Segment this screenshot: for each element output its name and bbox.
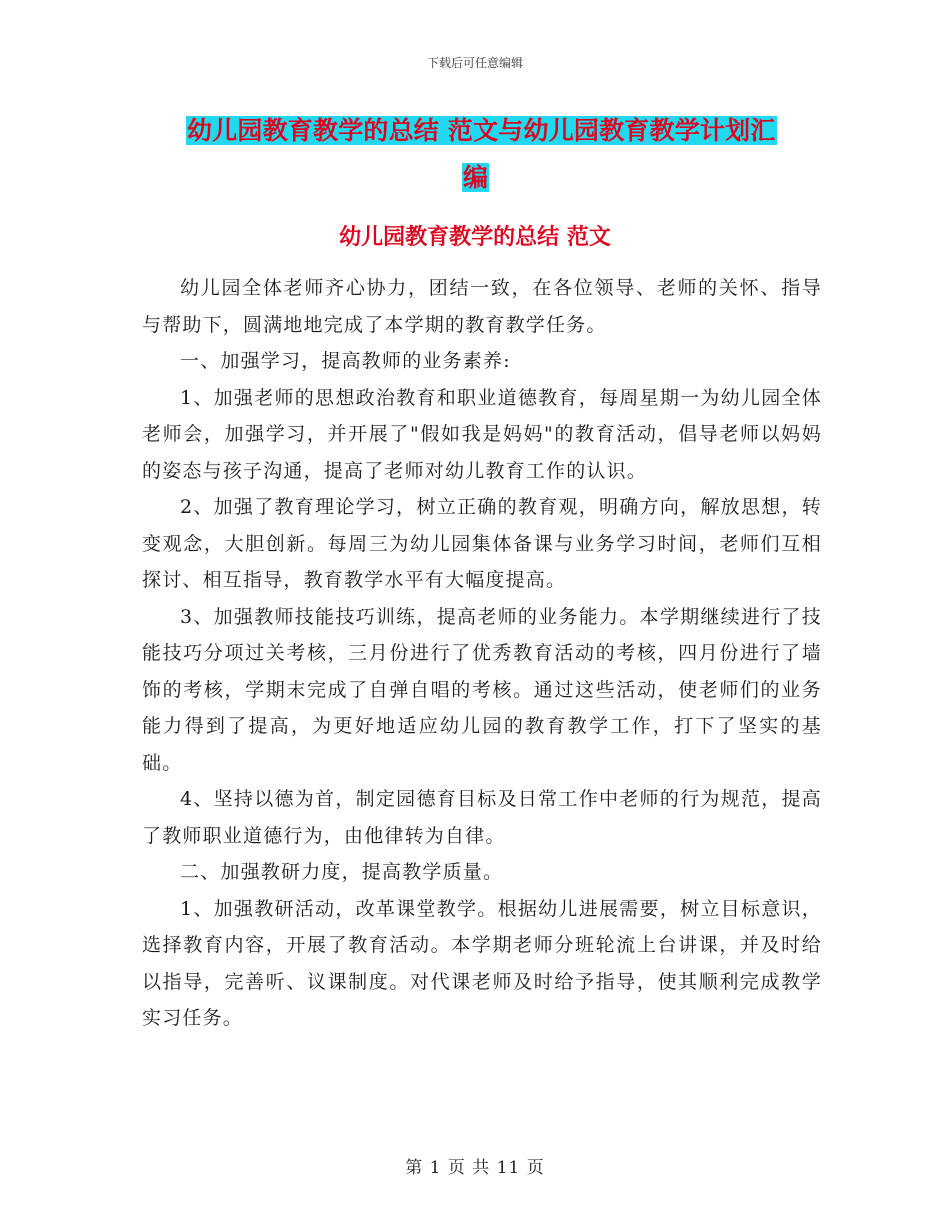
paragraph: 2、加强了教育理论学习，树立正确的教育观，明确方向，解放思想，转变观念，大胆创新。每周三为幼儿园集体备课与业务学习时间，老师们互相探讨、相互指导，教育教学水平有大幅度提高。 [142, 496, 822, 591]
header-note: 下载后可任意编辑 [426, 56, 523, 70]
paragraph: 4、坚持以德为首，制定园德育目标及日常工作中老师的行为规范，提高了教师职业道德行为，由他律转为自律。 [142, 788, 822, 847]
title-line-2: 编 [463, 163, 489, 192]
document-title [186, 112, 826, 196]
paragraph: 二、加强教研力度，提高教学质量。 [180, 861, 504, 883]
paragraph: 3、加强教师技能技巧训练，提高老师的业务能力。本学期继续进行了技能技巧分项过关考核，三月份进行了优秀教育活动的考核，四月份进行了墙饰的考核，学期末完成了自弹自唱的考核。通过这些活动，使老师们的业务能力得到了提高，为更好地适应幼儿园的教育教学工作，打下了坚实的基础。 [142, 605, 822, 774]
paragraph: 一、加强学习，提高教师的业务素养: [180, 350, 511, 372]
paragraph: 幼儿园全体老师齐心协力，团结一致，在各位领导、老师的关怀、指导与帮助下，圆满地地完成了本学期的教育教学任务。 [142, 277, 822, 336]
page-number-footer: 第 1 页 共 11 页 [405, 1158, 545, 1178]
paragraph: 1、加强老师的思想政治教育和职业道德教育，每周星期一为幼儿园全体老师会，加强学习，并开展了"假如我是妈妈"的教育活动，倡导老师以妈妈的姿态与孩子沟通，提高了老师对幼儿教育工作的认识。 [142, 386, 822, 482]
title-line-1: 幼儿园教育教学的总结 范文与幼儿园教育教学计划汇 [187, 116, 776, 145]
section-subtitle: 幼儿园教育教学的总结 范文 [339, 225, 611, 250]
body-text [142, 270, 822, 1037]
paragraph: 1、加强教研活动，改革课堂教学。根据幼儿进展需要，树立目标意识，选择教育内容，开展了教育活动。本学期老师分班轮流上台讲课，并及时给以指导，完善听、议课制度。对代课老师及时给予指导，使其顺利完成教学实习任务。 [142, 897, 822, 1029]
